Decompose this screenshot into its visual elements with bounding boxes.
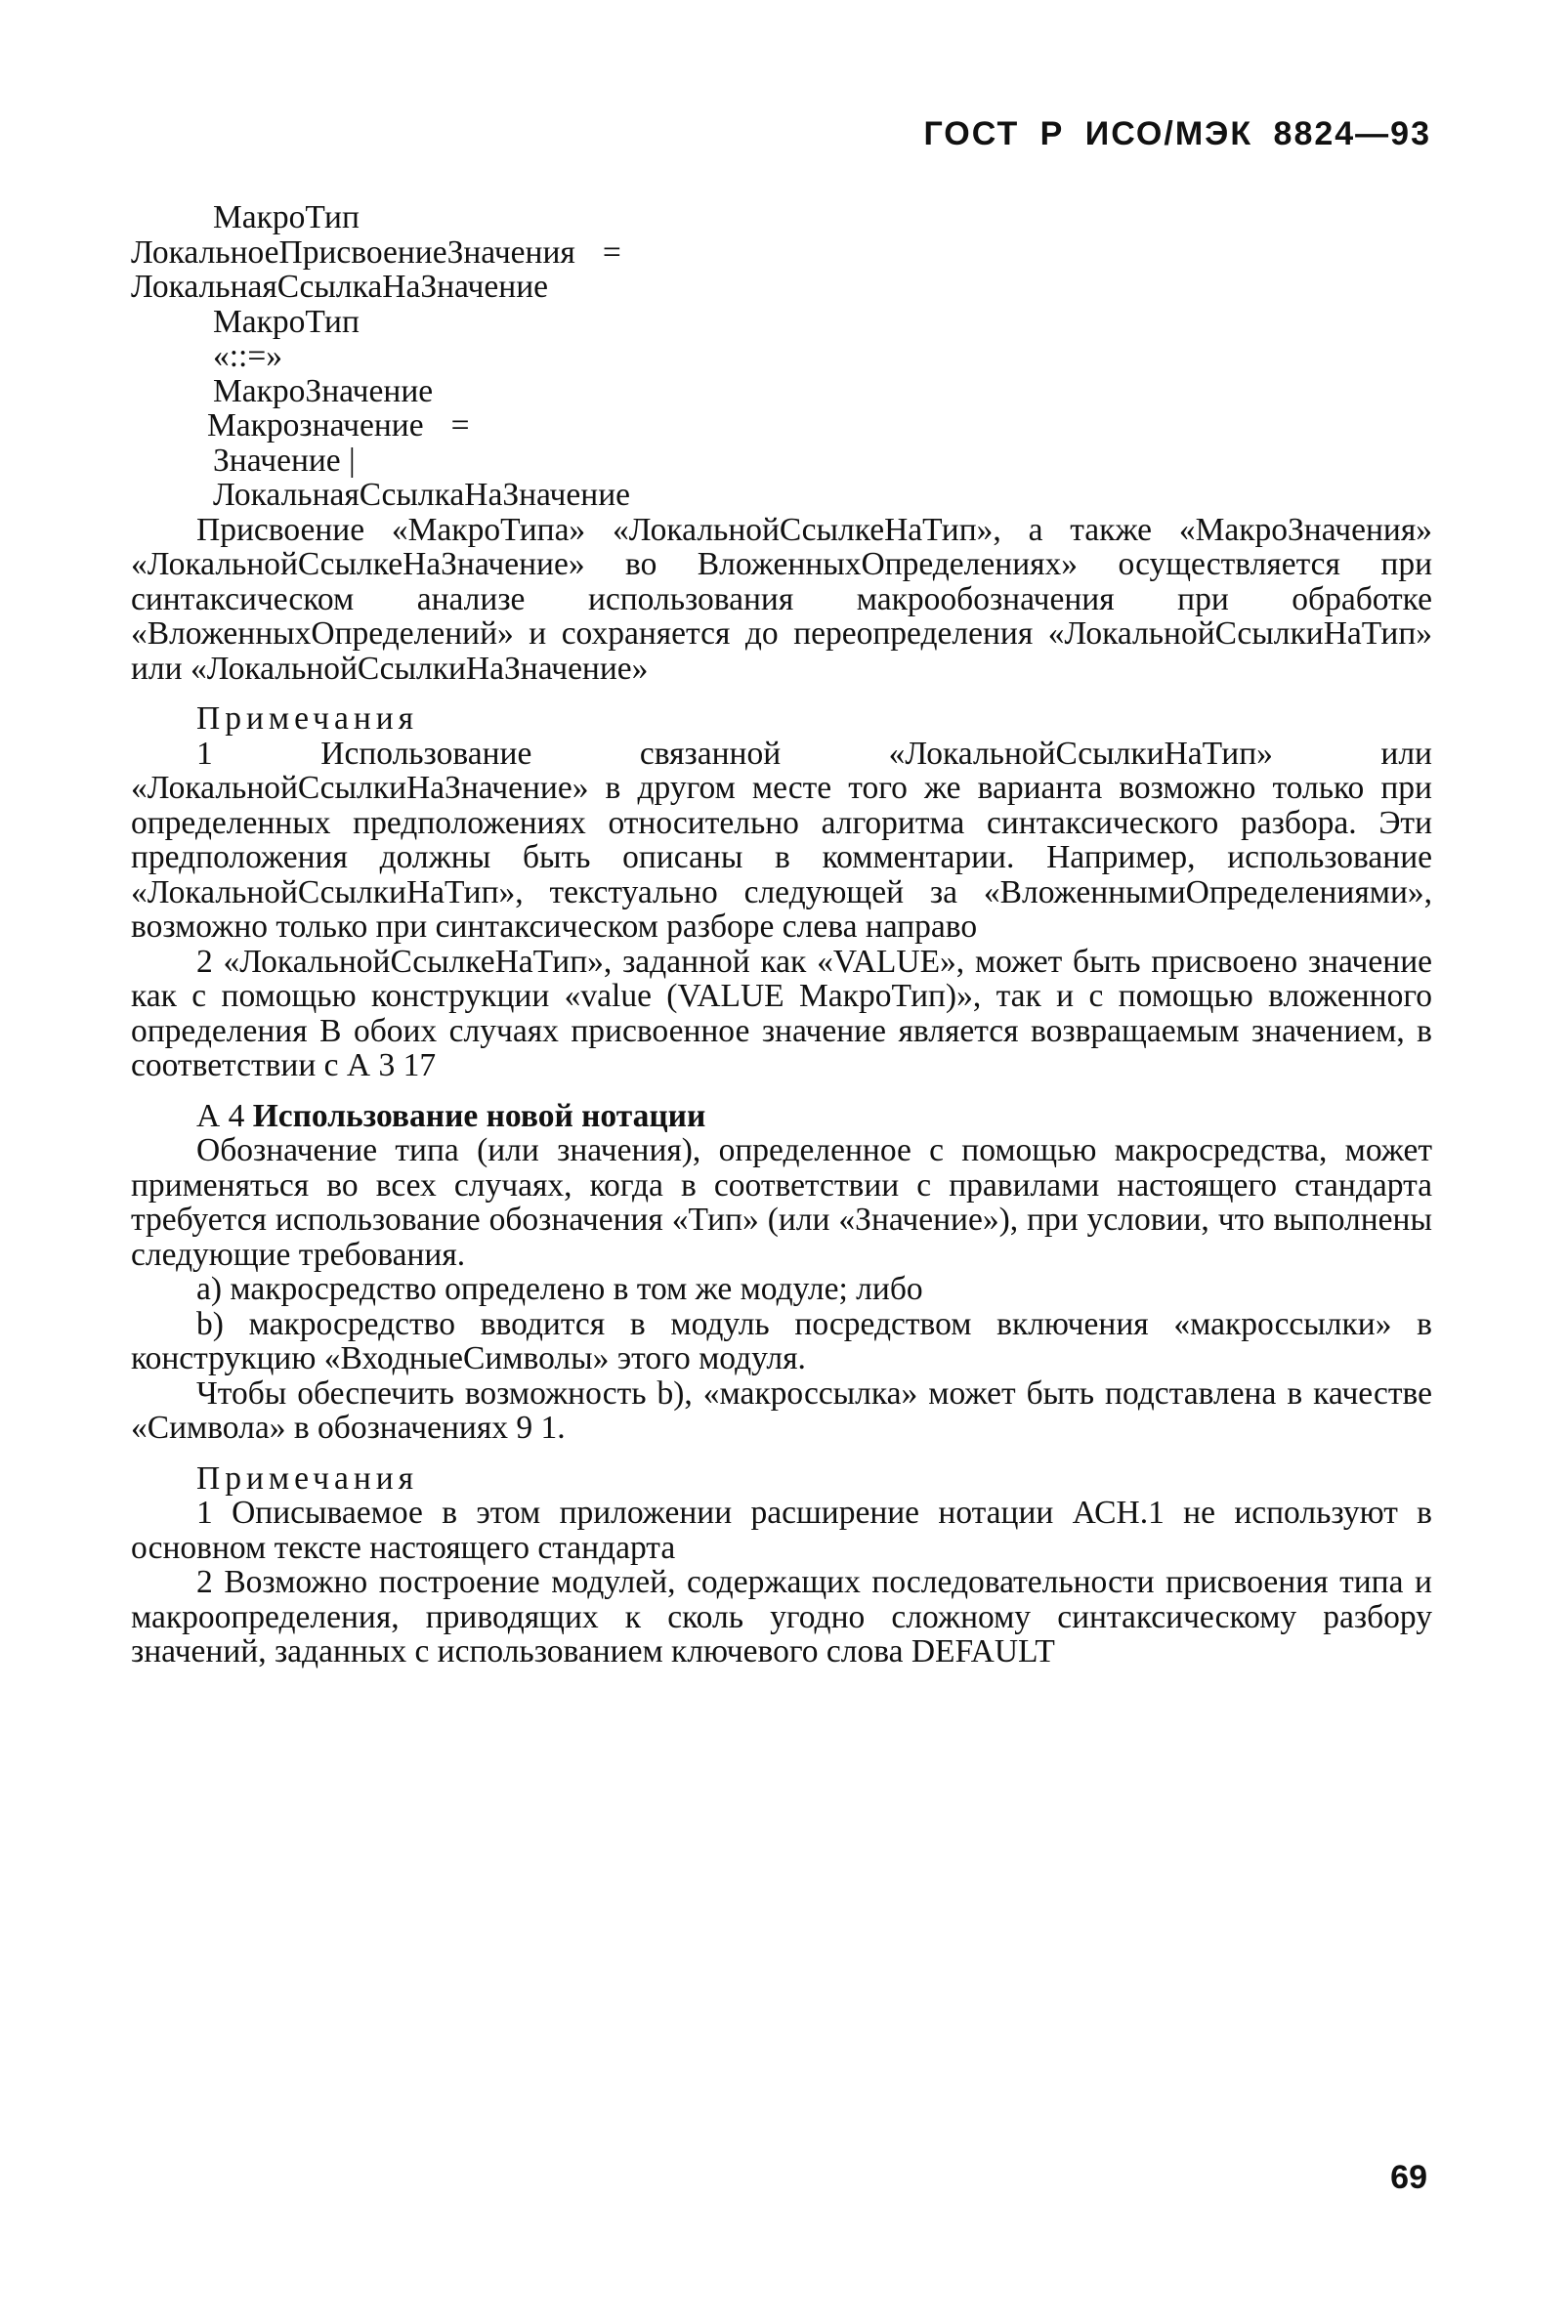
list-item-b: b) макросредство вводится в модуль посредством включения «макроссылки» в конструкцию «ВходныеСимволы» этого модуля.	[131, 1305, 1432, 1376]
list-item-a: а) макросредство определено в том же модуле; либо	[196, 1271, 923, 1307]
page-number: 69	[1390, 2159, 1427, 2196]
grammar-text: МакроТип	[213, 199, 360, 235]
grammar-line	[131, 305, 1432, 340]
note-2: 2 Возможно построение модулей, содержащих последовательности присвоения типа и макроопределения, приводящих к сколь угодно сложному синтаксическому разбору значений, заданных с использованием ключевого слова DEFAULT	[131, 1564, 1432, 1669]
grammar-line	[131, 270, 1432, 305]
grammar-line	[131, 374, 1432, 409]
paragraph-assignment: Присвоение «МакроТипа» «ЛокальнойСсылкеНаТип», а также «МакроЗначения» «ЛокальнойСсылкеНаЗначение» во ВложенныхОпределениях» осуществляется при синтаксическом анализе использования макрообозначения при обработке «ВложенныхОпределений» и сохраняется до переопределения «ЛокальнойСсылкиНаТип» или «ЛокальнойСсылкиНаЗначение»	[131, 511, 1432, 687]
grammar-text: Значение |	[213, 442, 356, 479]
grammar-block	[131, 200, 1432, 513]
notes-title: Примечания	[196, 700, 419, 737]
grammar-line	[131, 408, 1432, 444]
page-content	[131, 200, 1432, 1669]
grammar-equals: =	[450, 407, 470, 444]
grammar-line	[131, 444, 1432, 479]
section-number: А 4	[196, 1097, 245, 1134]
grammar-text: МакроТип	[213, 303, 360, 340]
section-heading	[131, 1099, 1432, 1134]
grammar-text: ЛокальноеПрисвоениеЗначения	[131, 233, 575, 271]
section-title: Использование новой нотации	[252, 1097, 706, 1134]
grammar-line	[131, 200, 1432, 235]
grammar-text: Макрозначение	[207, 407, 424, 444]
grammar-text: МакроЗначение	[213, 372, 434, 409]
page-header: ГОСТ Р ИСО/МЭК 8824—93	[923, 115, 1431, 152]
notes-title: Примечания	[196, 1459, 419, 1497]
paragraph-a4: Обозначение типа (или значения), определенное с помощью макросредства, может применяться во всех случаях, когда в соответствии с правилами настоящего стандарта требуется использование обозначения «Тип» (или «Значение»), при условии, что выполнены следующие требования.	[131, 1132, 1432, 1273]
grammar-text: ЛокальнаяСсылкаНаЗначение	[213, 477, 630, 513]
grammar-text: ЛокальнаяСсылкаНаЗначение	[131, 269, 548, 305]
grammar-line	[131, 235, 1432, 271]
grammar-equals: =	[602, 233, 621, 271]
grammar-text: «::=»	[213, 338, 283, 374]
note-2: 2 «ЛокальнойСсылкеНаТип», заданной как «VALUE», может быть присвоено значение как с помощью конструкции «value (VALUE МакроТип)», так и с помощью вложенного определения В обоих случаях присвоенное значение является возвращаемым значением, в соответствии с А 3 17	[131, 943, 1432, 1083]
grammar-line	[131, 478, 1432, 513]
paragraph-b: Чтобы обеспечить возможность b), «макроссылка» может быть подставлена в качестве «Символа» в обозначениях 9 1.	[131, 1374, 1432, 1446]
note-1: 1 Использование связанной «ЛокальнойСсылкиНаТип» или «ЛокальнойСсылкиНаЗначение» в другом месте того же варианта возможно только при определенных предположениях относительно алгоритма синтаксического разбора. Эти предположения должны быть описаны в комментарии. Например, использование «ЛокальнойСсылкиНаТип», текстуально следующей за «ВложеннымиОпределениями», возможно только при синтаксическом разборе слева направо	[131, 735, 1432, 945]
note-1: 1 Описываемое в этом приложении расширение нотации АСН.1 не используют в основном тексте настоящего стандарта	[131, 1495, 1432, 1566]
grammar-line	[131, 339, 1432, 374]
